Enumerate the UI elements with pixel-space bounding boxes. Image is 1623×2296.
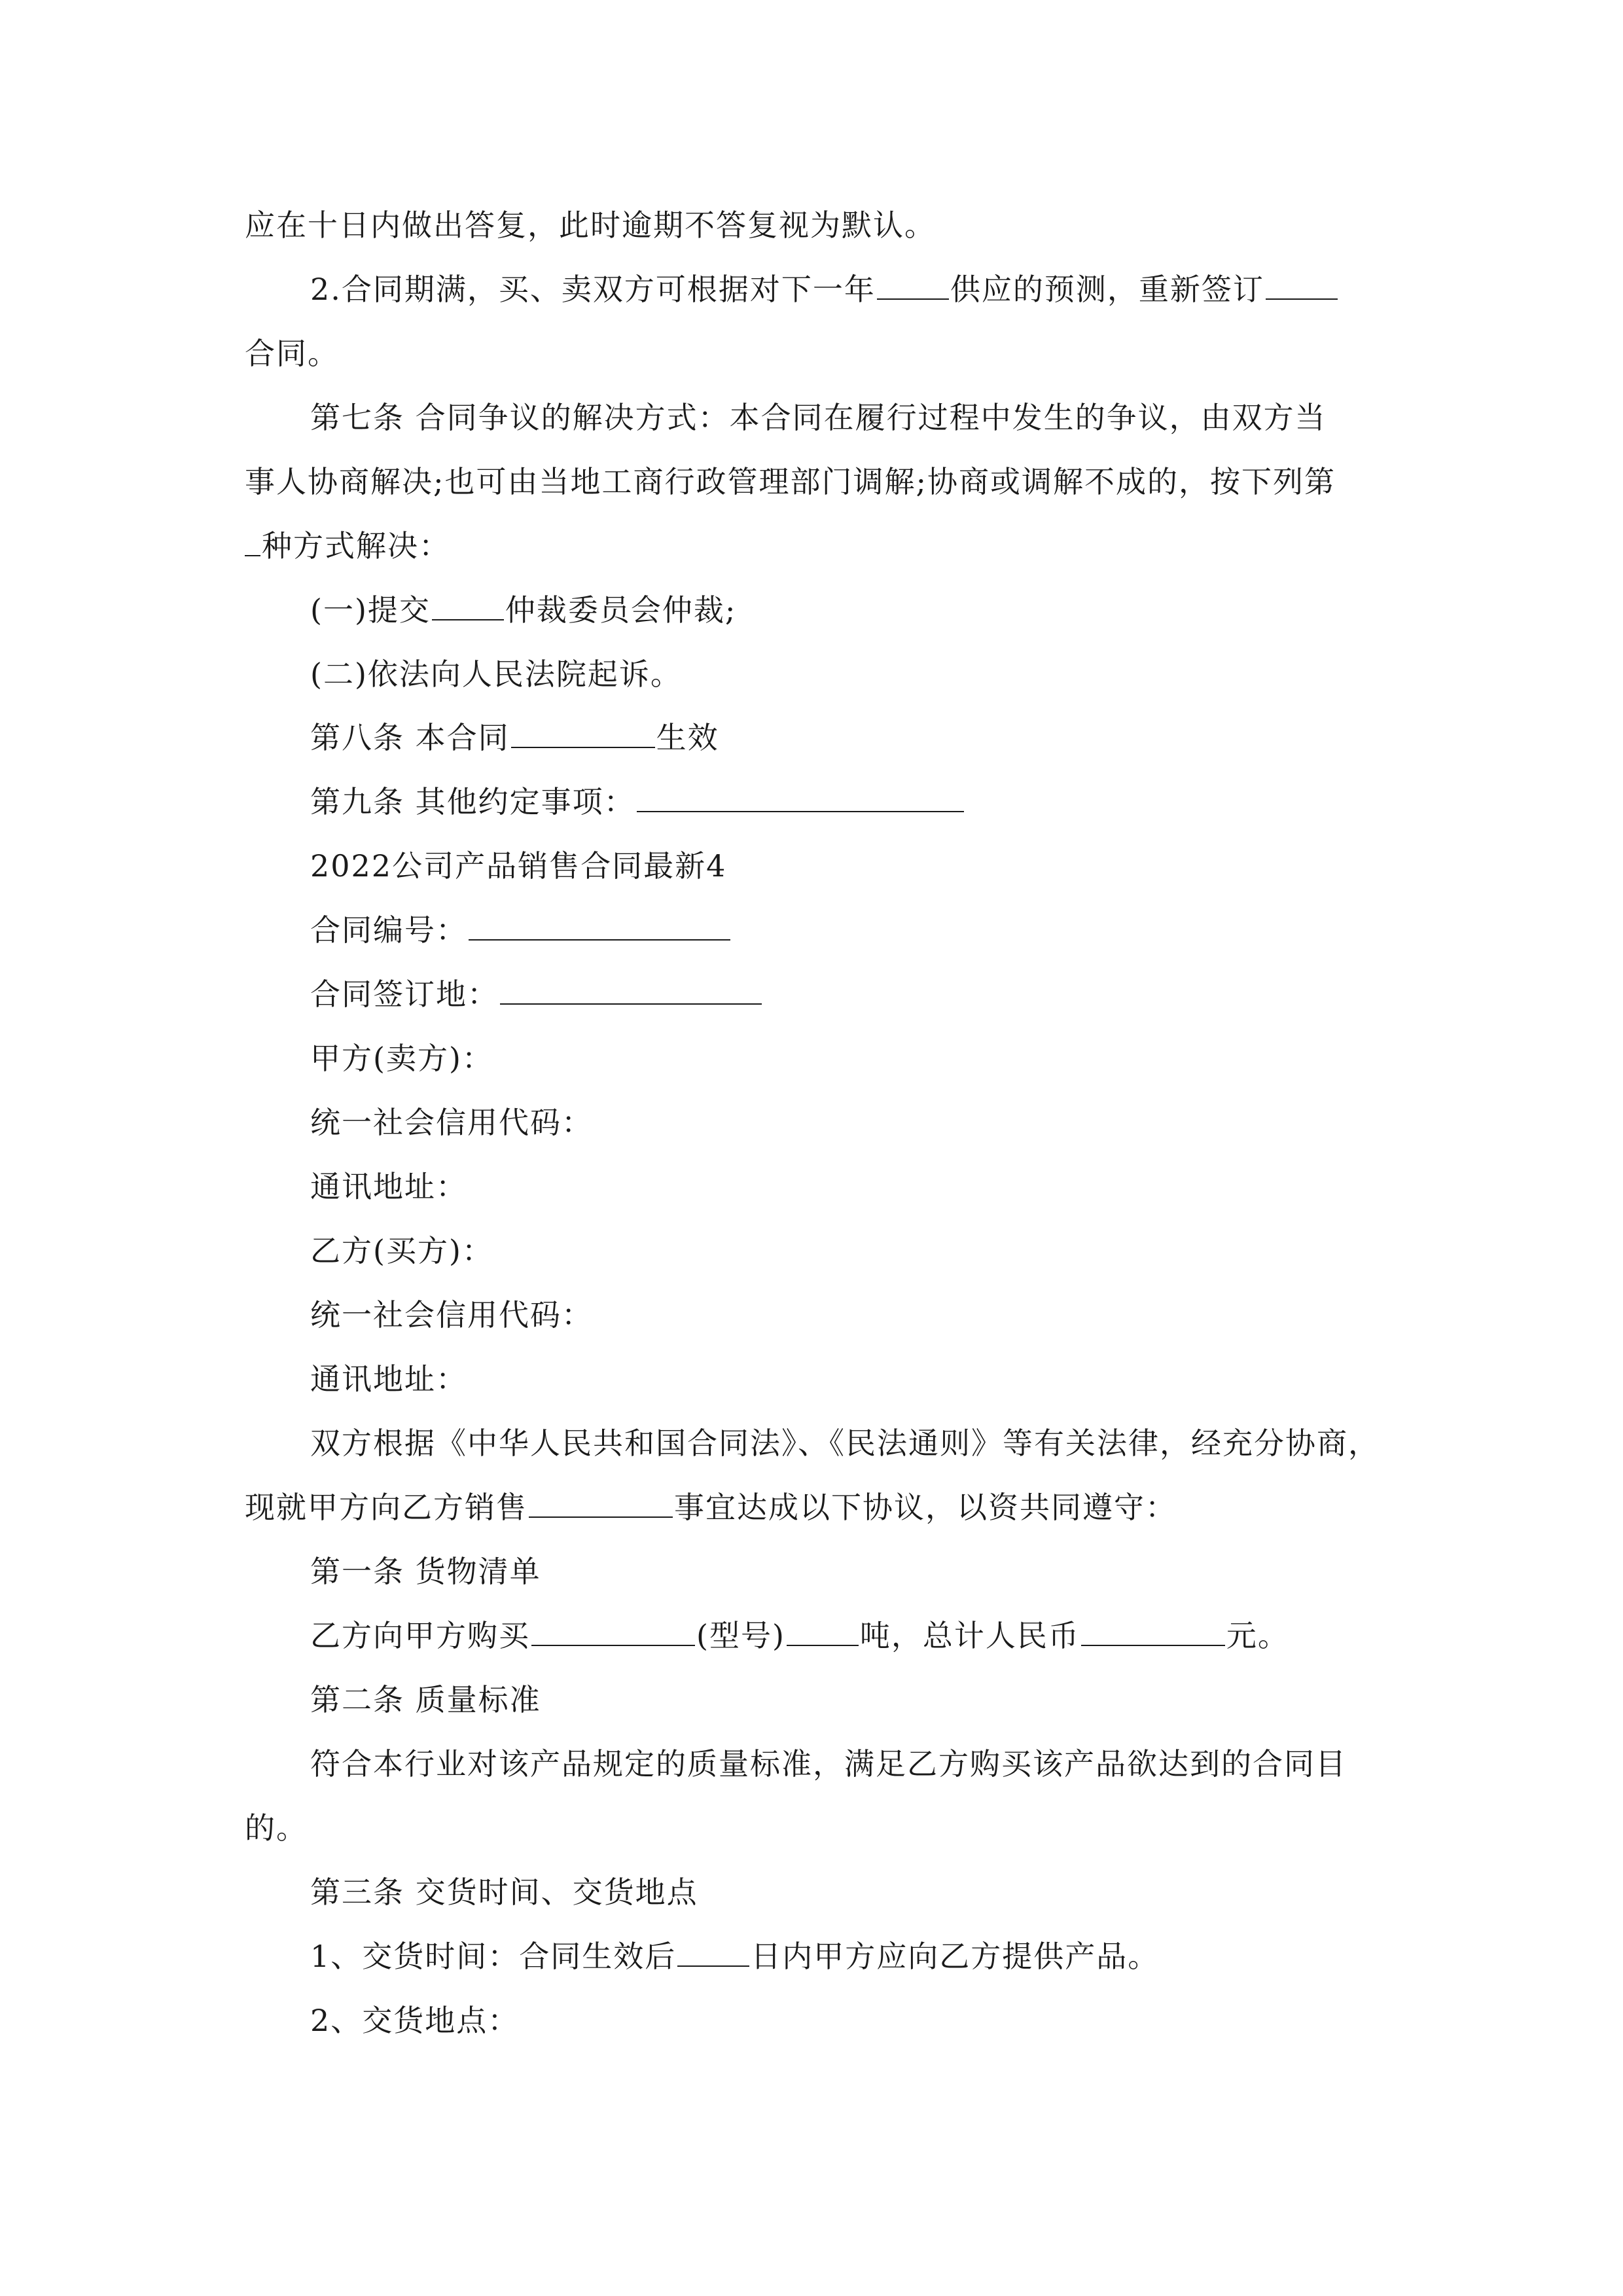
text: 双方根据《中华人民共和国合同法》、《民法通则》等有关法律，经充分协商， — [310, 1426, 1380, 1461]
text-line — [310, 846, 726, 886]
text-line — [245, 526, 450, 565]
text: (二)依法向人民法院起诉。 — [310, 656, 682, 692]
text-line — [310, 1295, 593, 1335]
text: 事宜达成以下协议，以资共同遵守： — [674, 1490, 1177, 1525]
text-line — [310, 1231, 493, 1270]
text-line — [310, 590, 736, 630]
text-line — [310, 1616, 1289, 1655]
text: 统一社会信用代码： — [310, 1105, 593, 1140]
text-line — [310, 1103, 593, 1142]
text: (一)提交 — [310, 592, 431, 628]
blank-field[interactable] — [432, 594, 504, 620]
blank-field[interactable] — [469, 914, 730, 941]
text-line — [310, 398, 1327, 437]
text: 2022公司产品销售合同最新4 — [310, 848, 727, 884]
text-line — [310, 655, 682, 694]
text-line — [310, 1359, 467, 1399]
text-line — [310, 1424, 1380, 1463]
text-line — [245, 1808, 308, 1848]
blank-field[interactable] — [529, 1492, 673, 1518]
text: 合同编号： — [310, 912, 467, 948]
blank-field[interactable] — [787, 1620, 859, 1646]
text: 乙方(买方)： — [310, 1233, 493, 1268]
text: 现就甲方向乙方销售 — [245, 1490, 527, 1525]
text-line — [310, 1744, 1347, 1784]
text: 的。 — [245, 1810, 308, 1846]
text: 第七条 合同争议的解决方式：本合同在履行过程中发生的争议，由双方当 — [310, 400, 1327, 435]
text-line — [310, 1937, 1159, 1976]
text: 仲裁委员会仲裁; — [505, 592, 737, 628]
text: 吨，总计人民币 — [859, 1618, 1080, 1653]
blank-field[interactable] — [500, 978, 762, 1005]
text-line — [310, 782, 965, 821]
text: 2.合同期满，买、卖双方可根据对下一年 — [310, 272, 876, 307]
text-line — [310, 1680, 541, 1719]
text: 1、交货时间：合同生效后 — [310, 1939, 677, 1974]
text: 统一社会信用代码： — [310, 1297, 593, 1333]
blank-field[interactable] — [1081, 1620, 1225, 1646]
blank-field[interactable] — [877, 274, 949, 300]
text: 第九条 其他约定事项： — [310, 784, 635, 819]
text-line — [310, 1552, 541, 1591]
text: 合同。 — [245, 336, 339, 371]
text: 第八条 本合同 — [310, 720, 510, 755]
text: 乙方向甲方购买 — [310, 1618, 530, 1653]
text: 应在十日内做出答复，此时逾期不答复视为默认。 — [245, 207, 936, 243]
text: 第二条 质量标准 — [310, 1682, 541, 1717]
text-line — [310, 2001, 519, 2040]
text-line — [310, 1873, 698, 1912]
text: 通讯地址： — [310, 1169, 467, 1204]
text-line — [310, 270, 1339, 309]
blank-field[interactable] — [531, 1620, 695, 1646]
text: 事人协商解决;也可由当地工商行政管理部门调解;协商或调解不成的，按下列第 — [245, 464, 1336, 499]
text-line — [310, 1167, 467, 1206]
text: 第一条 货物清单 — [310, 1554, 541, 1589]
text: (型号) — [696, 1618, 785, 1653]
blank-field[interactable] — [245, 530, 260, 556]
text: 符合本行业对该产品规定的质量标准，满足乙方购买该产品欲达到的合同目 — [310, 1746, 1347, 1782]
text-line — [310, 1039, 493, 1078]
text: 通讯地址： — [310, 1361, 467, 1397]
text: 供应的预测，重新签订 — [950, 272, 1264, 307]
text: 日内甲方应向乙方提供产品。 — [751, 1939, 1160, 1974]
text: 甲方(卖方)： — [310, 1041, 493, 1076]
text-line — [245, 462, 1336, 501]
text-line — [310, 975, 763, 1014]
text: 生效 — [656, 720, 719, 755]
text-line — [245, 334, 339, 373]
text-line — [245, 206, 936, 245]
blank-field[interactable] — [677, 1941, 749, 1967]
text-line — [245, 1488, 1177, 1527]
text: 2、交货地点： — [310, 2003, 520, 2038]
text: 元。 — [1226, 1618, 1289, 1653]
text: 第三条 交货时间、交货地点 — [310, 1874, 698, 1910]
blank-field[interactable] — [1266, 274, 1338, 300]
text-line — [310, 910, 732, 950]
text: 合同签订地： — [310, 977, 499, 1012]
text: 种方式解决： — [262, 528, 450, 564]
blank-field[interactable] — [511, 722, 655, 748]
text-line — [310, 718, 719, 757]
blank-field[interactable] — [637, 786, 964, 812]
